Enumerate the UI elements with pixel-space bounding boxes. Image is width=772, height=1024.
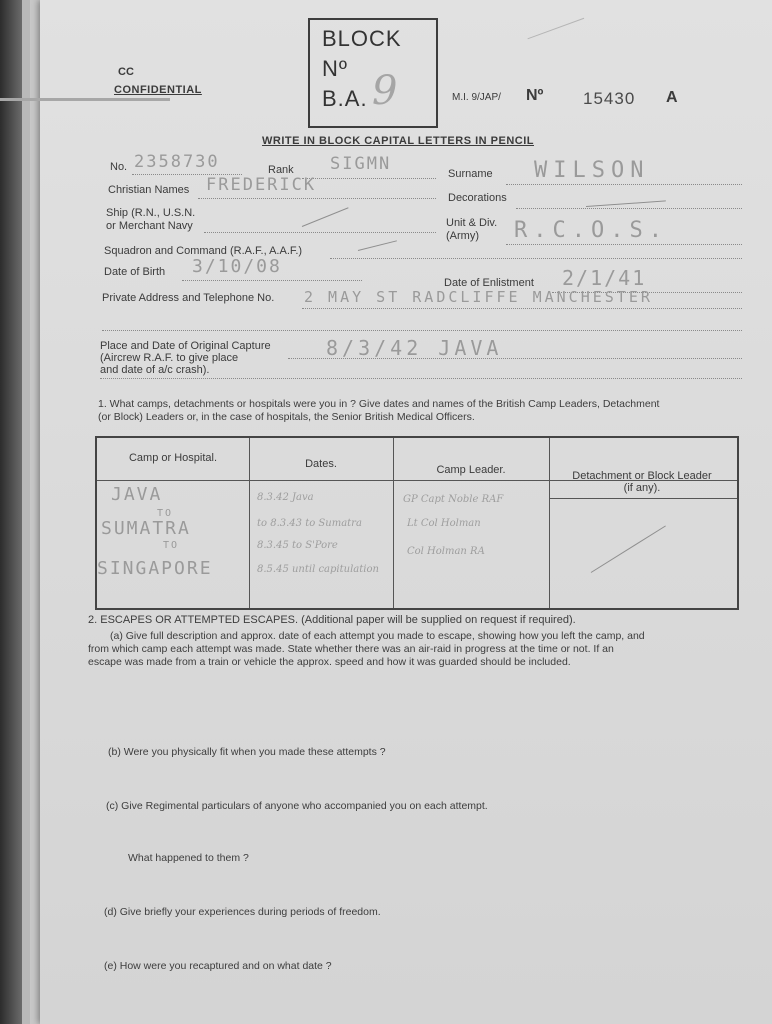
christian-names-label: Christian Names <box>108 184 190 196</box>
question-2a-text-3: escape was made from a train or vehicle the approx. speed and how it was guarded should be included. <box>88 656 571 668</box>
block-label: BLOCK <box>322 26 402 51</box>
field-line <box>102 330 742 331</box>
block-no-label: Nº <box>322 56 348 81</box>
ship-label-2: or Merchant Navy <box>106 220 193 232</box>
ref-number: 15430 <box>583 89 636 108</box>
table-row-camp: TO <box>163 540 180 551</box>
question-1-text: 1. What camps, detachments or hospitals were you in ? Give dates and names of the British Camp Leaders, Detachment <box>98 398 660 410</box>
confidential-label: CONFIDENTIAL <box>114 84 202 96</box>
table-row-leader: Lt Col Holman <box>407 518 481 529</box>
table-header-dates: Dates. <box>305 458 337 470</box>
table-row-leader: GP Capt Noble RAF <box>403 494 504 505</box>
enlistment-value: 2/1/41 <box>562 266 647 290</box>
ref-prefix: M.I. 9/JAP/ <box>452 92 501 103</box>
question-2a-text-2: from which camp each attempt was made. State whether there was an air-raid in progress at the time or not. If an <box>88 643 614 655</box>
question-1-text-2: (or Block) Leaders or, in the case of hospitals, the Senior British Medical Officers. <box>98 411 475 423</box>
question-2e-text: (e) How were you recaptured and on what date ? <box>104 960 332 972</box>
address-value: 2 MAY ST RADCLIFFE MANCHESTER <box>304 288 653 306</box>
cc-mark: CC <box>118 66 134 78</box>
question-2a-text: (a) Give full description and approx. date of each attempt you made to escape, showing how you left the camp, and <box>110 630 645 642</box>
pencil-scribble <box>527 18 584 40</box>
table-header-detachment: Detachment or Block Leader (if any). <box>572 470 712 494</box>
christian-names-value: FREDERICK <box>206 175 317 195</box>
squadron-label: Squadron and Command (R.A.F., A.A.F.) <box>104 245 303 257</box>
dash-stroke <box>358 240 397 251</box>
camp-table <box>95 436 739 610</box>
field-line <box>302 308 742 309</box>
table-row-camp: SUMATRA <box>101 518 191 539</box>
block-stamp <box>308 18 438 128</box>
field-line <box>198 198 436 199</box>
no-label: No. <box>110 161 128 173</box>
field-line <box>288 358 742 359</box>
table-row-dates: 8.3.42 Java <box>257 492 314 503</box>
table-row-dates: to 8.3.43 to Sumatra <box>257 518 362 529</box>
table-row-camp: JAVA <box>111 484 163 505</box>
field-line <box>182 280 362 281</box>
ship-label: Ship (R.N., U.S.N. <box>106 207 196 219</box>
instruction-heading: WRITE IN BLOCK CAPITAL LETTERS IN PENCIL <box>262 135 534 147</box>
question-2-heading: 2. ESCAPES OR ATTEMPTED ESCAPES. (Additional paper will be supplied on request if required). <box>88 614 576 626</box>
block-number: 9 <box>372 68 398 114</box>
unit-label: Unit & Div. <box>446 217 498 229</box>
field-line <box>506 184 742 185</box>
capture-value: 8/3/42 JAVA <box>326 336 503 360</box>
field-line <box>204 232 436 233</box>
form-page <box>40 0 772 1024</box>
field-line <box>302 178 436 179</box>
table-row-dates: 8.3.45 to S'Pore <box>257 540 338 551</box>
decorations-label: Decorations <box>448 192 507 204</box>
dash-stroke <box>591 525 666 572</box>
question-2b-text: (b) Were you physically fit when you made these attempts ? <box>108 746 386 758</box>
block-ba-label: B.A. <box>322 86 368 111</box>
ref-no-label: Nº <box>526 87 544 104</box>
table-row-dates: 8.5.45 until capitulation <box>257 564 379 575</box>
field-line <box>506 244 742 245</box>
capture-label: Place and Date of Original Capture <box>100 340 271 352</box>
table-row-camp: TO <box>157 508 174 519</box>
field-line <box>516 208 742 209</box>
unit-label-2: (Army) <box>446 230 479 242</box>
rank-label: Rank <box>268 164 294 176</box>
unit-value: R.C.O.S. <box>514 218 668 243</box>
table-row-leader: Col Holman RA <box>407 546 485 557</box>
no-value: 2358730 <box>134 152 220 172</box>
address-label: Private Address and Telephone No. <box>102 292 275 304</box>
question-2c-text: (c) Give Regimental particulars of anyone who accompanied you on each attempt. <box>106 800 488 812</box>
dash-stroke <box>586 200 666 207</box>
field-line <box>330 258 742 259</box>
surname-label: Surname <box>448 168 493 180</box>
capture-label-2: (Aircrew R.A.F. to give place <box>100 352 239 364</box>
table-header-leader: Camp Leader. <box>436 464 506 476</box>
table-row-camp: SINGAPORE <box>97 558 213 579</box>
dash-stroke <box>302 207 349 227</box>
ref-suffix: A <box>666 89 678 106</box>
binding-string <box>0 98 170 101</box>
dob-label: Date of Birth <box>104 266 166 278</box>
enlistment-label: Date of Enlistment <box>444 277 534 289</box>
question-2c-followup: What happened to them ? <box>128 852 249 864</box>
surname-value: WILSON <box>534 158 650 183</box>
dob-value: 3/10/08 <box>192 256 282 277</box>
field-line <box>100 378 742 379</box>
rank-value: SIGMN <box>330 154 392 174</box>
question-2d-text: (d) Give briefly your experiences during periods of freedom. <box>104 906 381 918</box>
table-header-camp: Camp or Hospital. <box>128 452 218 464</box>
capture-label-3: and date of a/c crash). <box>100 364 210 376</box>
